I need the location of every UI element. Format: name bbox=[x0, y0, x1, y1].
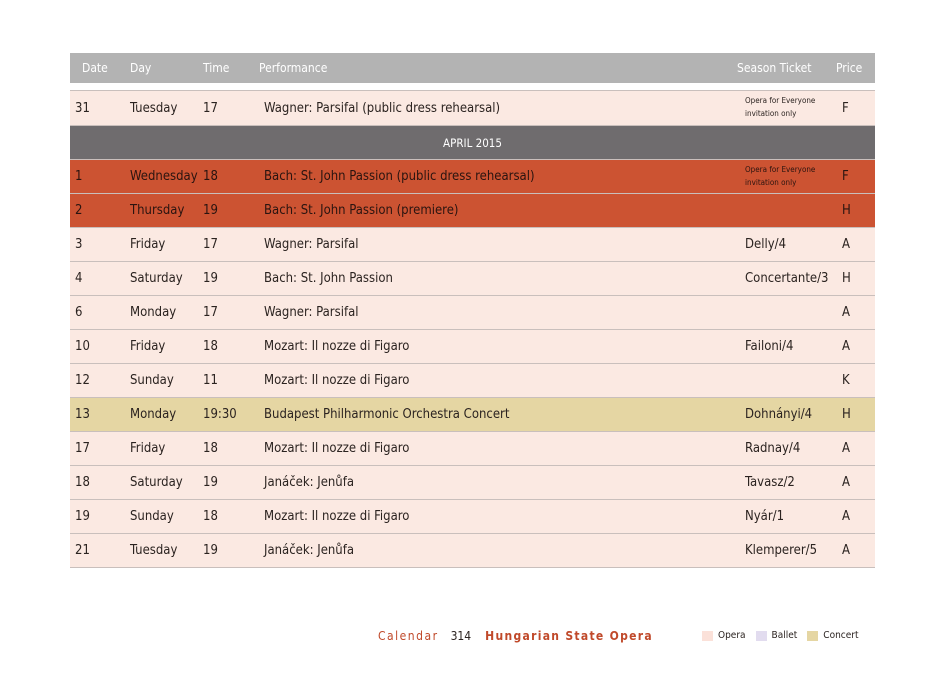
row-time: 18 bbox=[203, 509, 218, 524]
row-date: 18 bbox=[75, 475, 90, 490]
schedule-table bbox=[70, 53, 875, 568]
row-season-ticket: Opera for Everyone invitation only bbox=[745, 96, 816, 118]
row-price: A bbox=[842, 509, 850, 524]
row-season-ticket: Radnay/4 bbox=[745, 441, 801, 456]
table-row bbox=[70, 466, 875, 500]
row-performance: Mozart: Il nozze di Figaro bbox=[264, 339, 410, 354]
row-time: 18 bbox=[203, 339, 218, 354]
footer-section-title: Calendar bbox=[378, 629, 439, 643]
row-price: A bbox=[842, 237, 850, 252]
row-performance: Budapest Philharmonic Orchestra Concert bbox=[264, 407, 510, 422]
row-date: 19 bbox=[75, 509, 90, 524]
row-time: 19 bbox=[203, 543, 218, 558]
legend-label: Ballet bbox=[771, 630, 798, 641]
row-day: Friday bbox=[130, 237, 166, 252]
table-row bbox=[70, 160, 875, 194]
row-season-ticket: Tavasz/2 bbox=[745, 475, 795, 490]
row-day: Sunday bbox=[130, 509, 174, 524]
legend-swatch bbox=[756, 631, 767, 641]
row-date: 12 bbox=[75, 373, 90, 388]
row-performance: Wagner: Parsifal bbox=[264, 305, 359, 320]
row-date: 1 bbox=[75, 169, 83, 184]
header-day: Day bbox=[130, 61, 152, 75]
header-date: Date bbox=[82, 61, 108, 75]
row-season-ticket: Failoni/4 bbox=[745, 339, 794, 354]
row-time: 18 bbox=[203, 169, 218, 184]
month-rows bbox=[70, 160, 875, 568]
legend-item bbox=[756, 630, 798, 641]
row-performance: Mozart: Il nozze di Figaro bbox=[264, 441, 410, 456]
row-day: Tuesday bbox=[130, 100, 178, 116]
row-day: Sunday bbox=[130, 373, 174, 388]
row-day: Monday bbox=[130, 407, 177, 422]
row-date: 10 bbox=[75, 339, 90, 354]
row-date: 2 bbox=[75, 203, 83, 218]
legend-label: Opera bbox=[718, 630, 746, 641]
table-row bbox=[70, 534, 875, 568]
table-row bbox=[70, 262, 875, 296]
row-date: 13 bbox=[75, 407, 90, 422]
row-price: A bbox=[842, 339, 850, 354]
row-day: Thursday bbox=[130, 203, 185, 218]
row-day: Friday bbox=[130, 339, 166, 354]
row-day: Saturday bbox=[130, 271, 183, 286]
row-season-ticket: Concertante/3 bbox=[745, 271, 829, 286]
row-time: 17 bbox=[203, 305, 218, 320]
table-row bbox=[70, 500, 875, 534]
row-day: Monday bbox=[130, 305, 177, 320]
row-performance: Mozart: Il nozze di Figaro bbox=[264, 373, 410, 388]
header-price: Price bbox=[836, 61, 863, 75]
table-header bbox=[70, 53, 875, 83]
header-season-ticket: Season Ticket bbox=[737, 61, 812, 75]
legend-item bbox=[702, 630, 746, 641]
row-time: 19 bbox=[203, 475, 218, 490]
row-date: 31 bbox=[75, 100, 90, 116]
table-row bbox=[70, 194, 875, 228]
row-day: Friday bbox=[130, 441, 166, 456]
row-performance: Bach: St. John Passion (public dress rehearsal) bbox=[264, 169, 535, 184]
row-performance: Wagner: Parsifal bbox=[264, 237, 359, 252]
row-performance: Janáček: Jenůfa bbox=[264, 543, 355, 558]
table-row bbox=[70, 432, 875, 466]
row-time: 18 bbox=[203, 441, 218, 456]
legend-swatch bbox=[807, 631, 818, 641]
row-time: 19:30 bbox=[203, 407, 237, 422]
row-time: 19 bbox=[203, 271, 218, 286]
table-row bbox=[70, 364, 875, 398]
row-time: 19 bbox=[203, 203, 218, 218]
header-time: Time bbox=[203, 61, 230, 75]
table-row bbox=[70, 90, 875, 126]
row-price: K bbox=[842, 373, 850, 388]
page-footer bbox=[378, 629, 653, 643]
legend-label: Concert bbox=[823, 630, 859, 641]
row-time: 17 bbox=[203, 100, 218, 116]
row-performance: Bach: St. John Passion bbox=[264, 271, 393, 286]
row-season-ticket: Delly/4 bbox=[745, 237, 787, 252]
row-date: 21 bbox=[75, 543, 90, 558]
row-price: H bbox=[842, 271, 851, 286]
row-season-ticket: Nyár/1 bbox=[745, 509, 785, 524]
row-date: 3 bbox=[75, 237, 83, 252]
page-number: 314 bbox=[450, 629, 472, 643]
table-row bbox=[70, 330, 875, 364]
row-price: F bbox=[842, 100, 849, 116]
row-performance: Wagner: Parsifal (public dress rehearsal) bbox=[264, 100, 501, 116]
row-price: F bbox=[842, 169, 849, 184]
table-row bbox=[70, 398, 875, 432]
row-time: 11 bbox=[203, 373, 218, 388]
header-performance: Performance bbox=[259, 61, 328, 75]
legend-swatch bbox=[702, 631, 713, 641]
row-performance: Janáček: Jenůfa bbox=[264, 475, 355, 490]
row-season-ticket: Opera for Everyone invitation only bbox=[745, 165, 816, 187]
row-season-ticket: Dohnányi/4 bbox=[745, 407, 813, 422]
row-time: 17 bbox=[203, 237, 218, 252]
legend-item bbox=[807, 630, 858, 641]
row-price: A bbox=[842, 475, 850, 490]
row-price: H bbox=[842, 407, 851, 422]
row-price: A bbox=[842, 305, 850, 320]
table-row bbox=[70, 296, 875, 330]
row-day: Wednesday bbox=[130, 169, 198, 184]
row-day: Saturday bbox=[130, 475, 183, 490]
footer-publisher: Hungarian State Opera bbox=[485, 629, 653, 643]
row-price: A bbox=[842, 543, 850, 558]
row-date: 17 bbox=[75, 441, 90, 456]
row-price: H bbox=[842, 203, 851, 218]
row-date: 4 bbox=[75, 271, 83, 286]
row-price: A bbox=[842, 441, 850, 456]
row-date: 6 bbox=[75, 305, 83, 320]
row-performance: Mozart: Il nozze di Figaro bbox=[264, 509, 410, 524]
row-performance: Bach: St. John Passion (premiere) bbox=[264, 203, 459, 218]
row-day: Tuesday bbox=[130, 543, 178, 558]
row-season-ticket: Klemperer/5 bbox=[745, 543, 818, 558]
month-divider: APRIL 2015 bbox=[70, 126, 875, 160]
color-legend bbox=[702, 630, 869, 641]
table-row bbox=[70, 228, 875, 262]
